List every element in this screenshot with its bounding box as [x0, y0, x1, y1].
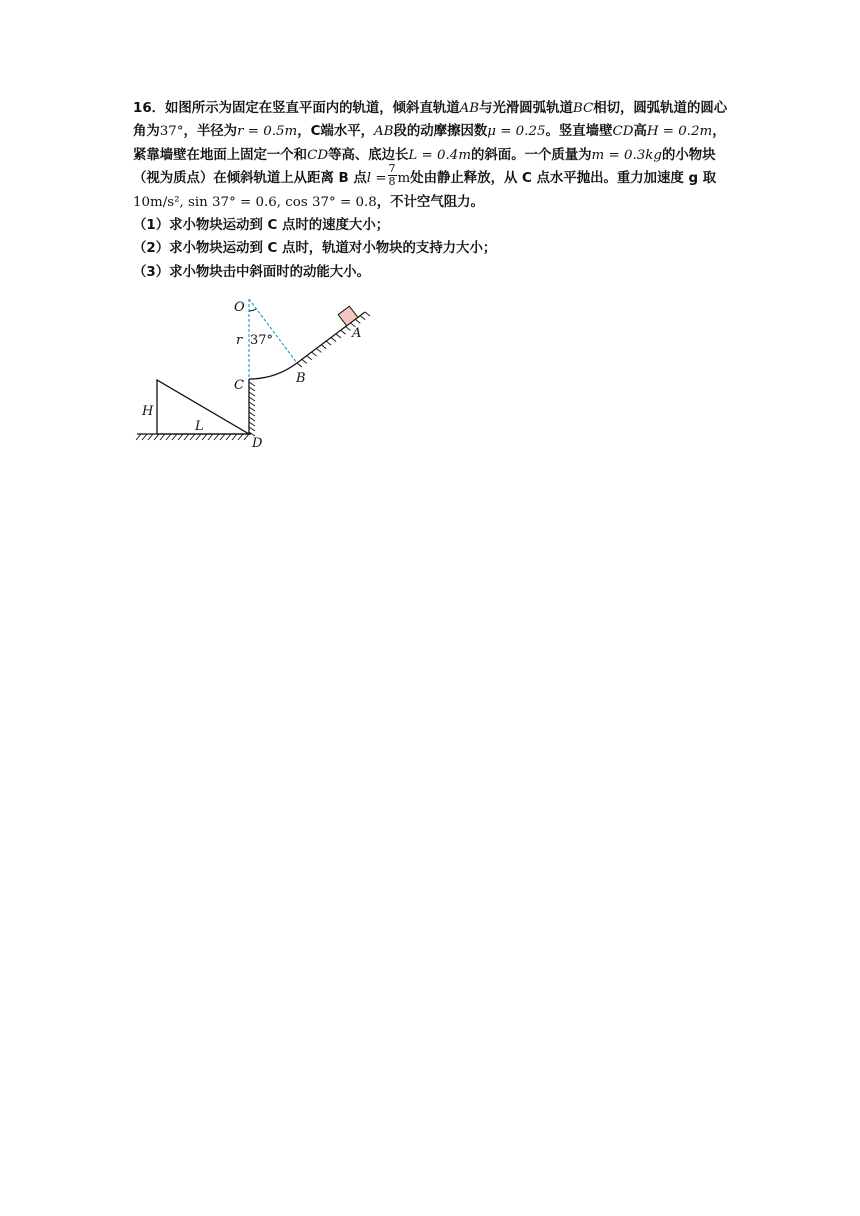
track-hatch-mark [321, 345, 326, 349]
track-hatch-mark [307, 356, 312, 360]
ground-hatch-mark [142, 434, 147, 440]
ground-hatch-mark [232, 434, 237, 440]
angle-arc [249, 309, 256, 311]
track-hatch-mark [316, 348, 321, 352]
text-segment: ，不计空气阻力。 [376, 194, 484, 210]
track-hatch-mark [312, 352, 317, 356]
ground-hatch-mark [202, 434, 207, 440]
text-segment: 相切，圆弧轨道的圆心角为 [133, 101, 728, 140]
label-l: L [195, 419, 204, 434]
math-bc: BC [572, 101, 594, 116]
math-radius: r = 0.5m [237, 124, 298, 140]
track-hatch-mark [360, 316, 365, 320]
problem-text [133, 97, 733, 284]
wall-hatch-mark [249, 407, 255, 411]
math-constants: 10m/s², sin 37° = 0.6, cos 37° = 0.8 [133, 194, 377, 210]
math-unit: m [397, 171, 411, 187]
math-mass: m = 0.3kg [591, 147, 662, 163]
ground-hatch-mark [160, 434, 165, 440]
text-segment: 处由静止释放，从 C 点水平抛出。重力加速度 g 取 [410, 171, 717, 187]
part-1: （1）求小物块运动到 C 点时的速度大小； [133, 218, 390, 234]
problem-statement [133, 97, 733, 214]
ground-hatch-mark [154, 434, 159, 440]
ground-hatch-mark [208, 434, 213, 440]
text-segment: 的小物块（视为质点）在倾斜轨道上从距离 B 点 [133, 147, 716, 187]
wall-hatch-mark [249, 402, 255, 406]
track-hatch-mark [331, 338, 336, 342]
ground-hatch-mark [214, 434, 219, 440]
math-angle: 37° [159, 124, 184, 140]
label-a: A [352, 326, 362, 341]
ground-hatch-mark [136, 434, 141, 440]
text-segment: ，紧靠墙壁在地面上固定一个和 [133, 124, 726, 163]
ground-hatch-mark [244, 434, 249, 440]
ground-hatch-mark [178, 434, 183, 440]
track-diagram [133, 292, 373, 452]
track-hatch-mark [346, 327, 351, 331]
fraction-denominator: 8 [388, 174, 396, 188]
wall-hatch-mark [249, 412, 255, 416]
math-distance-var: l = [366, 171, 387, 187]
text-segment: 段的动摩擦因数 [393, 124, 488, 140]
math-length: L = 0.4m [408, 147, 472, 163]
label-angle: 37° [250, 333, 274, 348]
wall-hatch-mark [249, 397, 255, 401]
ground-hatch-mark [196, 434, 201, 440]
text-segment: 等高、底边长 [328, 147, 409, 163]
track-hatch-mark [326, 341, 331, 345]
track-hatch-mark [297, 363, 302, 367]
track-hatch-mark [336, 334, 341, 338]
question-number: 16 [133, 101, 152, 116]
label-h: H [142, 404, 154, 419]
wall-cd [249, 379, 255, 436]
math-cd: CD [612, 124, 634, 140]
ground-hatch-mark [172, 434, 177, 440]
text-segment: 与光滑圆弧轨道 [479, 101, 573, 116]
track-hatch-mark [355, 319, 360, 323]
label-c: C [234, 378, 244, 393]
label-r: r [236, 333, 243, 348]
text-segment: 高 [633, 124, 647, 140]
wall-hatch-mark [249, 417, 255, 421]
text-segment: ，半径为 [183, 124, 238, 140]
dashed-radius-ob [249, 299, 297, 363]
track-hatch-mark [365, 312, 370, 316]
text-segment: 。竖直墙壁 [545, 124, 613, 140]
fraction [388, 163, 397, 188]
label-o: O [234, 300, 245, 315]
block [338, 306, 358, 326]
ground-hatch-mark [166, 434, 171, 440]
label-d: D [252, 436, 263, 451]
math-ab: AB [459, 101, 480, 116]
wall-hatch-mark [249, 392, 255, 396]
ground-hatch-mark [184, 434, 189, 440]
math-cd: CD [307, 147, 329, 163]
text-segment: ．如图所示为固定在竖直平面内的轨道，倾斜直轨道 [151, 101, 460, 116]
ground-hatch-mark [226, 434, 231, 440]
math-ab: AB [374, 124, 394, 140]
wall-hatch-mark [249, 387, 255, 391]
fraction-numerator: 7 [388, 161, 396, 175]
text-segment: ，C端水平， [297, 124, 374, 140]
ground-hatch-mark [148, 434, 153, 440]
ground-hatch-mark [220, 434, 225, 440]
wall-hatch-mark [249, 427, 255, 431]
ground-hatch-mark [238, 434, 243, 440]
part-3: （3）求小物块击中斜面时的动能大小。 [133, 264, 370, 280]
math-height: H = 0.2m [646, 124, 713, 140]
ground [136, 434, 251, 440]
arc-bc [249, 363, 297, 379]
math-mu: μ = 0.25 [487, 124, 546, 140]
text-segment: 的斜面。一个质量为 [471, 147, 592, 163]
label-b: B [296, 371, 306, 386]
track-hatch-mark [341, 330, 346, 334]
part-2: （2）求小物块运动到 C 点时，轨道对小物块的支持力大小； [133, 241, 497, 257]
ground-hatch-mark [190, 434, 195, 440]
track-hatch-mark [302, 359, 307, 363]
wall-hatch-mark [249, 382, 255, 386]
wall-hatch-mark [249, 422, 255, 426]
